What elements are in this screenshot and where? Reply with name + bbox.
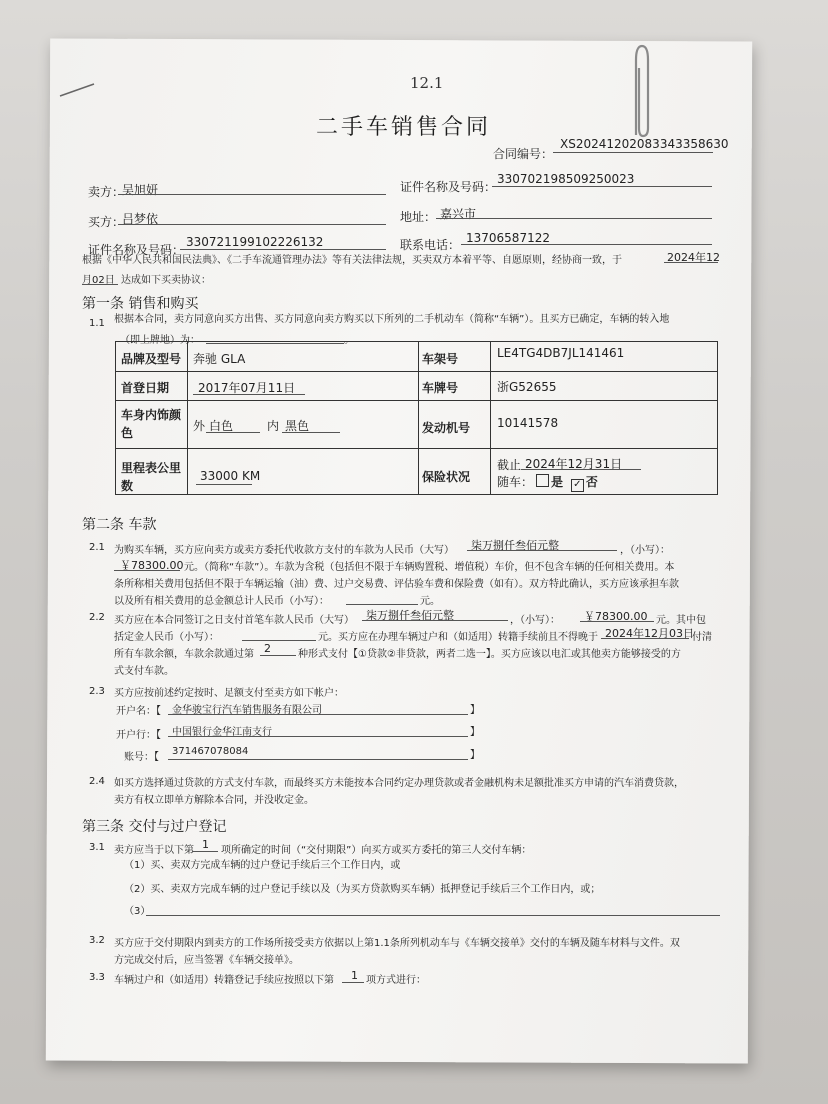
account-name-bracket: 】 — [470, 705, 480, 716]
pen-mark — [58, 80, 98, 100]
article1-heading: 第一条 销售和购买 — [82, 296, 199, 312]
price-lower: ￥78300.00 — [120, 559, 184, 572]
payment-deadline-underline — [601, 638, 689, 639]
clause-2-3-line1: 买方应按前述约定按时、足额支付至卖方如下帐户： — [114, 688, 344, 699]
transfer-item: 1 — [351, 969, 358, 982]
contract-no-value: XS20241202083343358630 — [560, 137, 729, 151]
payment-method-underline — [260, 655, 296, 656]
clause-2-2-line3b: 种形式支付【①贷款②非贷款，两者二选一】。买方应该以电汇或其他卖方能够接受的方 — [298, 649, 681, 660]
seller-name: 吴旭妍 — [122, 183, 159, 197]
clause-2-1-line3: 条所称相关费用包括但不限于车辆运输（油）费、过户交易费、评估验车费和保险费（如有）。双方特此确认，买方应该承担车款 — [114, 579, 679, 590]
with-car-label: 随车： — [497, 475, 534, 489]
buyer-phone-label: 联系电话： — [400, 238, 461, 252]
preamble-date2-underline — [82, 284, 118, 285]
delivery-option-2: （2）买、卖双方完成车辆的过户登记手续以及（为买方贷款购买车辆）抵押登记手续后三个工作日内，或； — [124, 884, 601, 895]
color-ext-prefix: 外 — [193, 419, 206, 433]
clause-2-1-line2: 元。（简称“车款”）。车款为含税（包括但不限于车辆购置税、增值税）车价，但不包含车辆的任何相关费用。本 — [184, 562, 675, 573]
mileage-value: 33000 KM — [200, 469, 261, 483]
clause-2-1-line1b: ，（小写）： — [620, 545, 670, 556]
buyer-underline — [118, 224, 386, 225]
transfer-item-underline — [342, 982, 364, 983]
first-payment-upper: 柒万捌仟叁佰元整 — [366, 609, 454, 622]
seller-underline — [118, 194, 386, 195]
clause-2-2-line1c: 元。其中包 — [656, 615, 706, 626]
reg-date-label: 首登日期 — [121, 381, 170, 395]
price-lower-underline — [114, 570, 180, 571]
clause-2-3-number: 2.3 — [89, 686, 105, 697]
buyer-name: 吕梦依 — [122, 212, 159, 226]
paperclip-icon — [628, 40, 654, 140]
buyer-address-label: 地址： — [400, 210, 437, 224]
engine-label: 发动机号 — [422, 421, 471, 435]
mileage-label-2: 数 — [121, 479, 134, 493]
buyer-phone-value: 13706587122 — [466, 231, 550, 245]
delivery-item-underline — [192, 851, 218, 852]
clause-3-2-line1: 买方应于交付期限内到卖方的工作场所接受卖方依据以上第1.1条所列机动车与《车辆交接单》交付的车辆及随车材料与文件。双 — [114, 938, 680, 949]
insurance-until-prefix: 截止 — [497, 458, 522, 472]
price-upper-underline — [467, 550, 617, 551]
contract-no-label: 合同编号： — [493, 147, 554, 161]
clause-2-4-number: 2.4 — [89, 776, 105, 787]
checkbox-no-checked: ✓ — [571, 479, 584, 492]
clause-3-2-line2: 方完成交付后，应当签署《车辆交接单》。 — [114, 955, 299, 966]
mileage-label-1: 里程表公里 — [121, 461, 182, 475]
color-label-2: 色 — [121, 426, 134, 440]
payment-method: 2 — [264, 642, 271, 655]
price-upper: 柒万捌仟叁佰元整 — [471, 539, 559, 552]
plate-value: 浙G52655 — [497, 380, 557, 394]
bank-value: 中国银行金华江南支行 — [172, 727, 272, 738]
account-no-underline — [168, 759, 468, 760]
delivery-option-1: （1）买、卖双方完成车辆的过户登记手续后三个工作日内，或 — [124, 860, 401, 871]
clause-1-1-number: 1.1 — [89, 318, 105, 329]
seller-id-label: 证件名称及号码： — [400, 180, 497, 194]
clause-2-2-number: 2.2 — [89, 612, 105, 623]
account-name-label: 开户名：【 — [116, 706, 161, 717]
seller-id-value: 330702198509250023 — [497, 172, 635, 186]
clause-3-2-number: 3.2 — [89, 935, 105, 946]
clause-3-3-number: 3.3 — [89, 972, 105, 983]
clause-3-1-line1b: 项所确定的时间（“交付期限”）向买方或买方委托的第三人交付车辆： — [221, 845, 532, 856]
deposit-blank — [242, 640, 316, 641]
contract-no-underline — [553, 152, 713, 153]
page-title: 二手车销售合同 — [316, 115, 492, 140]
account-name-underline — [168, 714, 468, 715]
color-label-1: 车身内饰颜 — [121, 408, 182, 422]
clause-2-1-line1a: 为购买车辆，买方应向卖方或卖方委托代收款方支付的车款为人民币（大写） — [114, 545, 454, 556]
clause-2-1-number: 2.1 — [89, 542, 105, 553]
color-ext-value: 白色 — [209, 419, 234, 433]
buyer-id-underline — [180, 249, 386, 250]
clause-3-3-line1b: 项方式进行： — [366, 975, 426, 986]
brand-value: 奔驰 GLA — [193, 352, 246, 366]
clause-2-2-line3a: 所有车款余额，车款余款通过第 — [114, 649, 254, 660]
clause-2-2-line4: 式支付车款。 — [114, 666, 174, 677]
vin-label: 车架号 — [422, 352, 459, 366]
delivery-option-3-blank — [146, 915, 720, 916]
clause-2-4-line1: 如买方选择通过贷款的方式支付车款，而最终买方未能按本合同约定办理贷款或者金融机构未足额批准买方申请的汽车消费贷款， — [114, 778, 684, 789]
bank-bracket: 】 — [470, 727, 480, 738]
insurance-until-value: 2024年12月31日 — [525, 457, 623, 471]
seller-id-underline — [492, 186, 712, 187]
color-int-prefix: 内 — [267, 419, 280, 433]
first-payment-lower: ￥78300.00 — [584, 610, 648, 623]
clause-2-2-line1b: ，（小写）： — [510, 615, 560, 626]
preamble-line1: 根据《中华人民共和国民法典》、《二手车流通管理办法》等有关法律法规，买卖双方本着平等、自愿原则，经协商一致，于 — [82, 255, 622, 266]
with-car-yes-option: 是 ✓ 否 — [536, 473, 598, 492]
preamble-date-underline — [664, 262, 718, 263]
clause-2-2-line2c: 付清 — [692, 632, 712, 643]
clause-2-2-line2a: 括定金人民币（小写）： — [114, 632, 219, 643]
buyer-id-value: 330721199102226132 — [186, 235, 324, 249]
clause-1-1-end: 。 — [344, 335, 354, 346]
buyer-phone-underline — [461, 244, 712, 245]
brand-label: 品牌及型号 — [121, 352, 182, 366]
clause-2-1-line4a: 以及所有相关费用的总金额总计人民币（小写）： — [114, 596, 329, 607]
account-no-label: 账号：【 — [124, 752, 159, 763]
article2-heading: 第二条 车款 — [82, 517, 157, 533]
vin-value: LE4TG4DB7JL141461 — [497, 346, 625, 360]
bank-label: 开户行：【 — [116, 730, 161, 741]
handwritten-note: 12.1 — [410, 74, 444, 92]
clause-3-3-line1a: 车辆过户和（如适用）转籍登记手续应按照以下第 — [114, 975, 334, 986]
clause-3-1-line1a: 卖方应当于以下第 — [114, 845, 194, 856]
preamble-date-part2: 月02日 — [82, 275, 115, 286]
clause-2-4-line2: 卖方有权立即单方解除本合同，并没收定金。 — [114, 795, 314, 806]
engine-value: 10141578 — [497, 416, 559, 430]
account-no-bracket: 】 — [470, 750, 480, 761]
account-no-value: 371467078084 — [172, 746, 249, 757]
vehicle-info-table — [115, 341, 718, 495]
payment-deadline: 2024年12月03日 — [605, 627, 694, 640]
article3-heading: 第三条 交付与过户登记 — [82, 819, 227, 835]
clause-3-1-number: 3.1 — [89, 842, 105, 853]
clause-2-1-line4b: 元。 — [420, 596, 440, 607]
delivery-item: 1 — [202, 838, 209, 851]
delivery-option-3: （3） — [124, 906, 151, 917]
preamble-line2: 达成如下买卖协议： — [121, 275, 211, 286]
account-name-value: 金华骏宝行汽车销售服务有限公司 — [172, 705, 322, 716]
clause-2-2-line1a: 买方应在本合同签订之日支付首笔车款人民币（大写） — [114, 615, 354, 626]
insurance-label: 保险状况 — [422, 470, 471, 484]
buyer-address-underline — [436, 218, 712, 219]
preamble-date-part1: 2024年12 — [667, 251, 720, 264]
first-payment-lower-underline — [580, 621, 654, 622]
total-amount-blank — [346, 604, 418, 605]
buyer-label: 买方： — [88, 215, 125, 229]
bank-underline — [168, 736, 468, 737]
clause-2-2-line2b: 元。买方应在办理车辆过户和（如适用）转籍手续前且不得晚于 — [318, 632, 598, 643]
plate-label: 车牌号 — [422, 381, 459, 395]
first-payment-upper-underline — [362, 620, 508, 621]
checkbox-yes — [536, 474, 549, 487]
color-int-value: 黑色 — [285, 419, 310, 433]
clause-1-1-line2: （即上牌地）为： — [120, 335, 200, 346]
reg-date-value: 2017年07月11日 — [198, 381, 296, 395]
buyer-id-label: 证件名称及号码： — [88, 243, 185, 257]
clause-1-1-line1: 根据本合同，卖方同意向买方出售、买方同意向卖方购买以下所列的二手机动车（简称“车辆”）。且买方已确定，车辆的转入地 — [114, 314, 670, 325]
buyer-address-value: 嘉兴市 — [440, 207, 477, 221]
seller-label: 卖方： — [88, 185, 125, 199]
